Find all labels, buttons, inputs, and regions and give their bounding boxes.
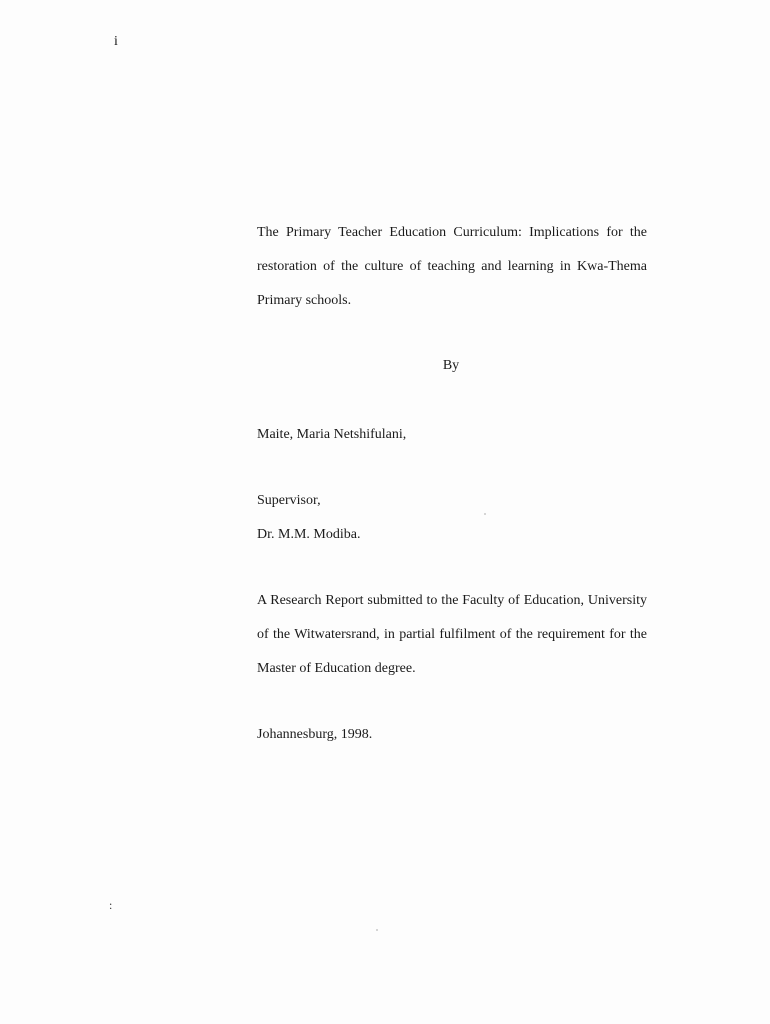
- bottom-margin-mark: :: [109, 898, 113, 912]
- scan-speck: [484, 513, 486, 515]
- thesis-title-text: The Primary Teacher Education Curriculum: Implications for the restoration of the culture of teaching and learning in Kwa-Thema Primary schools.: [257, 225, 647, 308]
- by-label: By: [442, 358, 460, 373]
- submission-statement: [257, 584, 647, 686]
- page-number: i: [114, 34, 118, 49]
- scan-speck: [376, 929, 378, 931]
- supervisor-name: Dr. M.M. Modiba.: [257, 527, 361, 542]
- supervisor-block: [257, 484, 647, 552]
- by-line: [257, 358, 647, 374]
- submission-text: A Research Report submitted to the Faculty of Education, University of the Witwatersrand, in partial fulfilment of the requirement for the Master of Education degree.: [257, 593, 647, 676]
- thesis-title: [257, 216, 647, 318]
- author-name: Maite, Maria Netshifulani,: [257, 427, 407, 442]
- supervisor-label: Supervisor,: [257, 493, 321, 508]
- place-and-date: Johannesburg, 1998.: [257, 727, 373, 742]
